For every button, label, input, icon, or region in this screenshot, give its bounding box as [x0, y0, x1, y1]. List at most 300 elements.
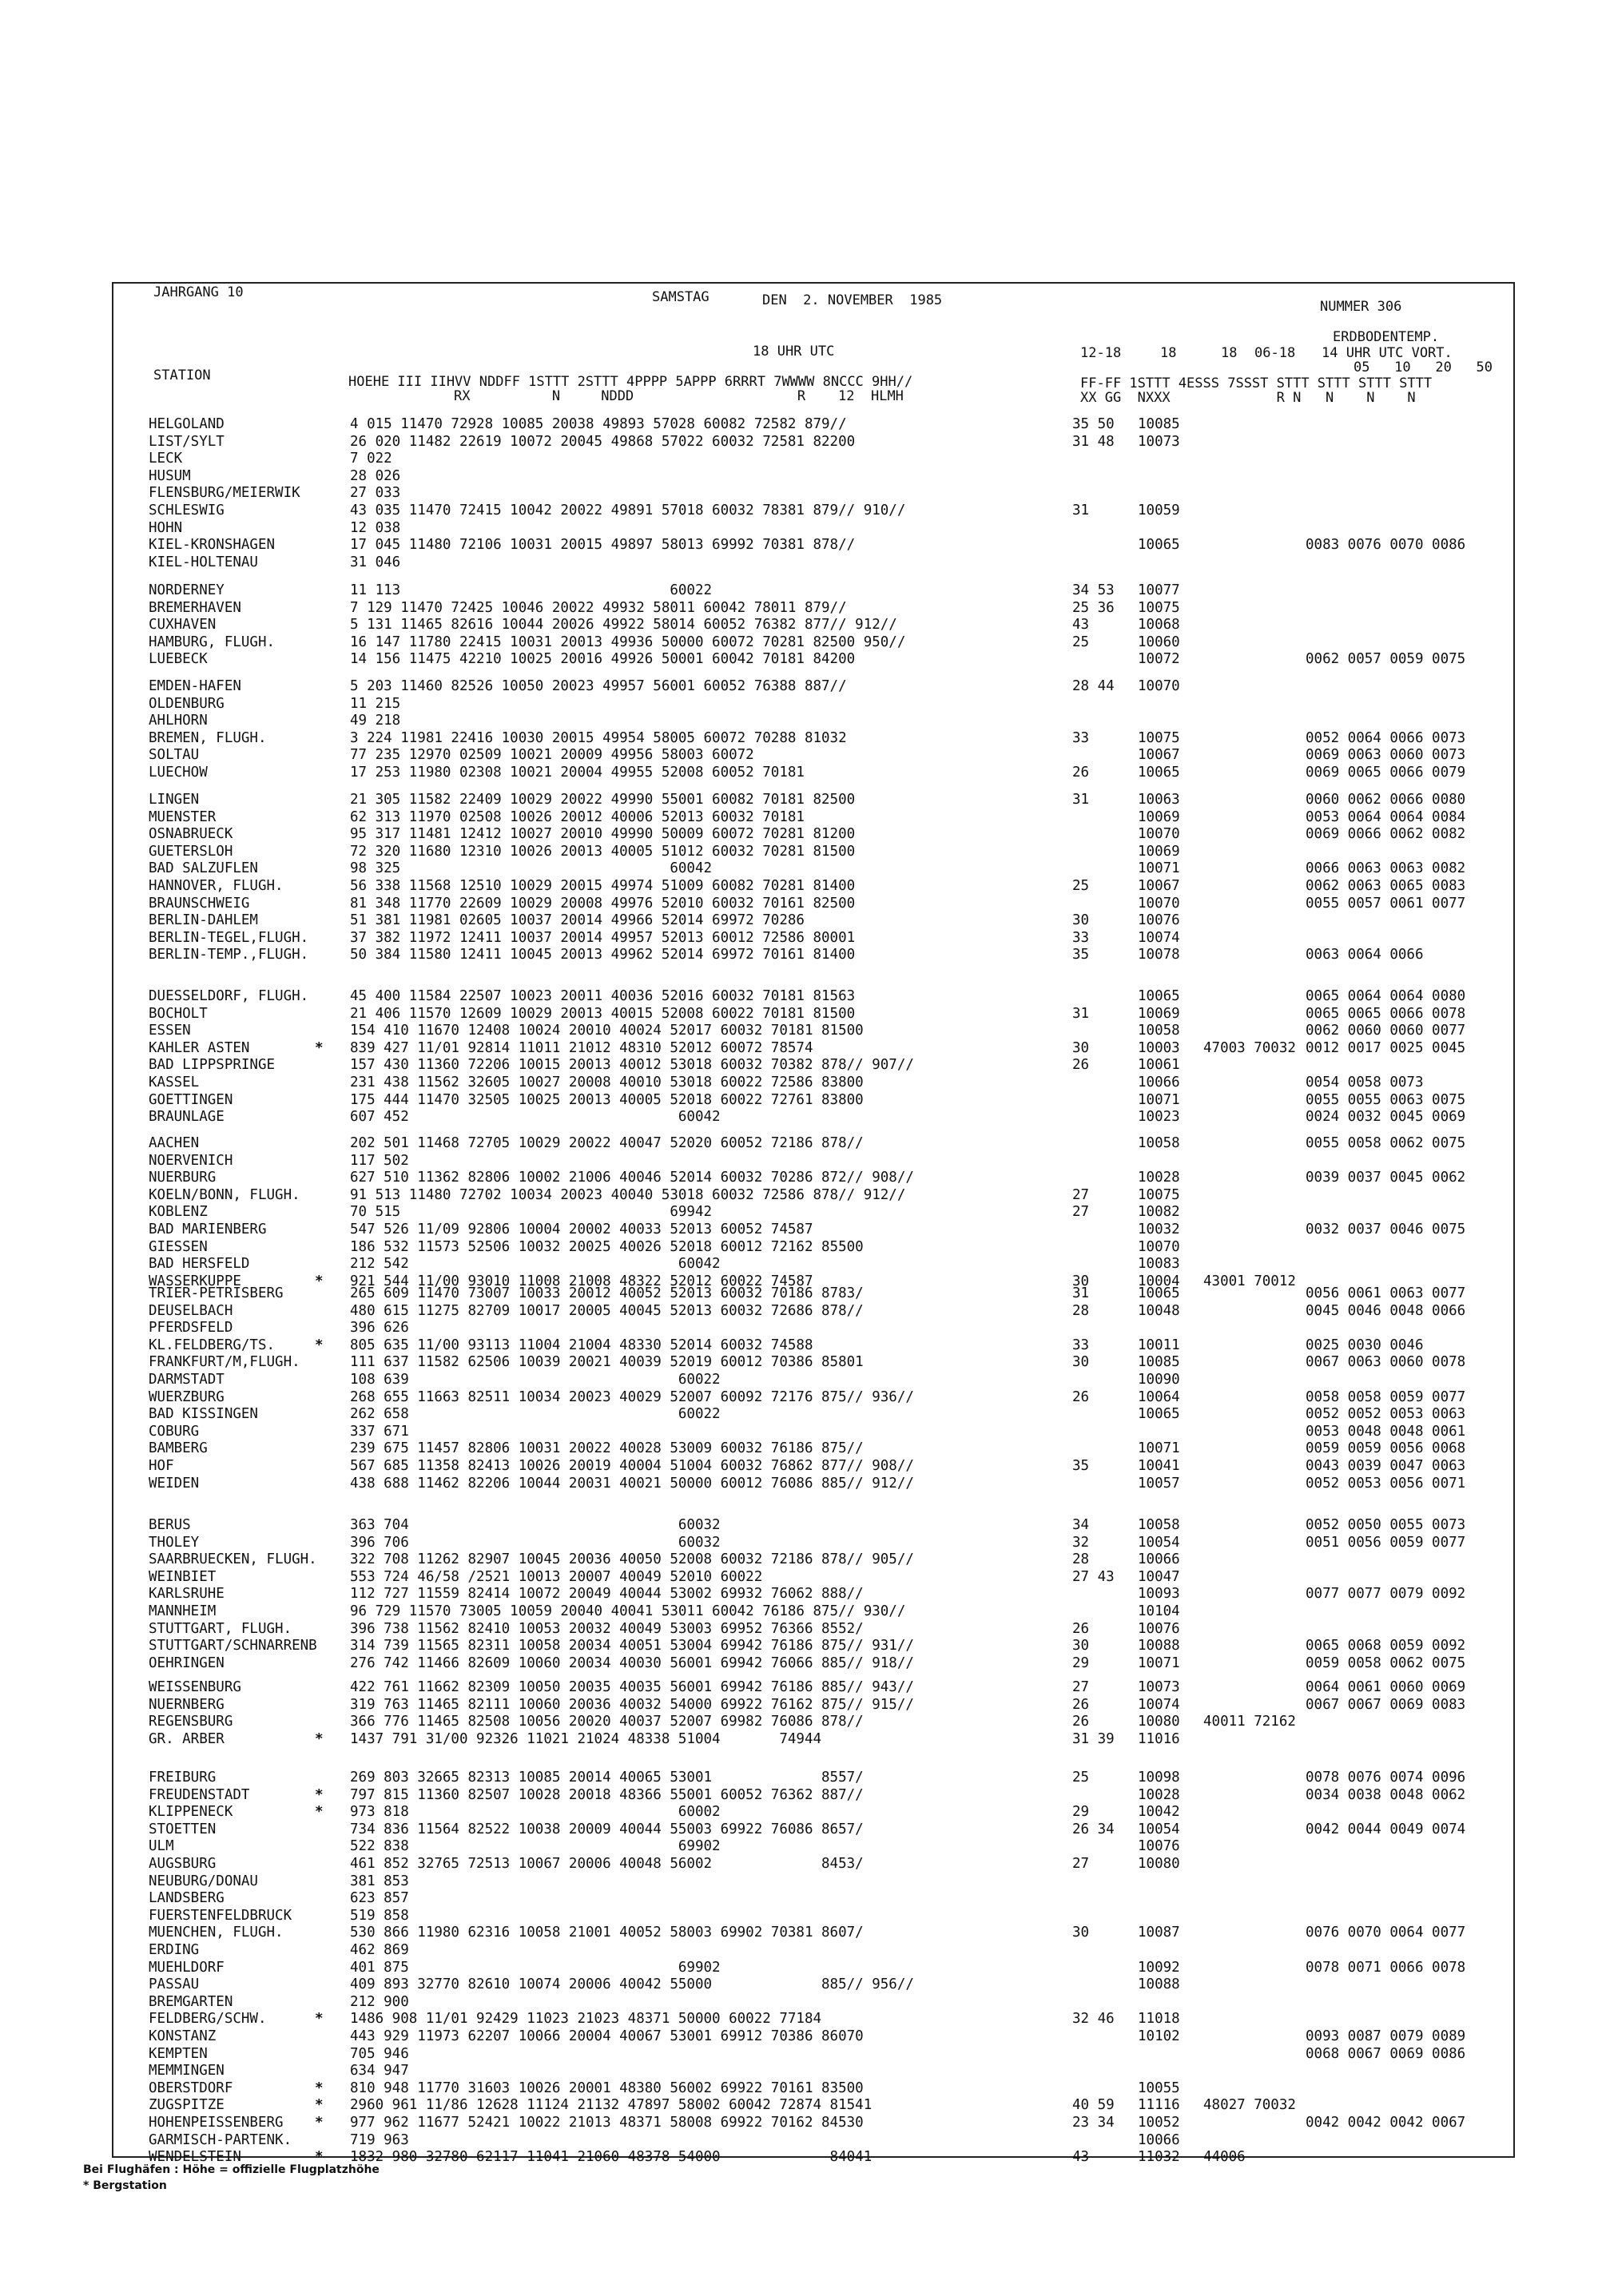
extra-codes: 43001 70012: [1203, 1273, 1296, 1289]
soil-temps: 0032 0037 0046 0075: [1306, 1221, 1466, 1237]
station-row: [113, 713, 1512, 729]
temp-extreme: 10088: [1138, 1976, 1180, 1993]
temp-extreme: 10077: [1138, 582, 1180, 598]
soil-temps: 0076 0070 0064 0077: [1306, 1925, 1466, 1941]
temp-extreme: 10070: [1138, 678, 1180, 694]
temp-extreme: 10074: [1138, 929, 1180, 946]
station-name: BERUS: [149, 1517, 191, 1533]
temp-extreme: 10065: [1138, 765, 1180, 781]
wind-gust: 35 50: [1072, 416, 1115, 432]
station-name: OBERSTDORF: [149, 2080, 233, 2096]
col-18a: 18: [1160, 345, 1177, 361]
synop-code: 17 045 11480 72106 10031 20015 49897 58013 69992 70381 878//: [350, 537, 856, 554]
synop-code: 262 658 60022: [350, 1406, 721, 1423]
station-row: [113, 1406, 1512, 1423]
synop-code: 719 963: [350, 2131, 409, 2148]
temp-extreme: 10042: [1138, 1804, 1180, 1821]
synop-code: 705 946: [350, 2045, 409, 2062]
wind-gust: 31: [1072, 1285, 1090, 1301]
wind-gust: 29: [1072, 1654, 1090, 1671]
station-row: [113, 1075, 1512, 1091]
wind-gust: 27: [1072, 1679, 1090, 1695]
station-row: [113, 826, 1512, 843]
temp-extreme: 10071: [1138, 1440, 1180, 1457]
synop-code: 11 215: [350, 695, 401, 712]
station-name: OSNABRUECK: [149, 826, 233, 843]
station-row: [113, 468, 1512, 485]
synop-code: 1832 980 32780 62117 11041 21060 48378 54000 84041: [350, 2149, 873, 2166]
station-name: MUENSTER: [149, 808, 217, 825]
station-row: [113, 696, 1512, 713]
station-row: [113, 1517, 1512, 1534]
synop-code: 396 738 11562 82410 10053 20032 40049 53003 69952 76366 8552/: [350, 1620, 864, 1637]
wind-gust: 27: [1072, 1856, 1090, 1872]
station-row: [113, 1256, 1512, 1273]
issue-number: NUMMER 306: [1320, 299, 1402, 315]
soil-temps: 0078 0071 0066 0078: [1306, 1959, 1466, 1976]
station-name: FREUDENSTADT: [149, 1786, 250, 1803]
synop-code: 72 320 11680 12310 10026 20013 40005 51012 60032 70281 81500: [350, 843, 856, 860]
synop-code: 11 113 60022: [350, 582, 713, 598]
station-name: BERLIN-TEMP.,FLUGH.: [149, 947, 309, 963]
temp-extreme: 10069: [1138, 808, 1180, 825]
station-row: [113, 1638, 1512, 1654]
station-name: HOHN: [149, 519, 183, 536]
station-row: [113, 1006, 1512, 1023]
wind-gust: 31: [1072, 1005, 1090, 1022]
temp-extreme: 10083: [1138, 1256, 1180, 1273]
station-row: [113, 2132, 1512, 2149]
station-row: [113, 730, 1512, 747]
station-name: TRIER-PETRISBERG: [149, 1285, 284, 1301]
synop-code: 462 869: [350, 1942, 409, 1958]
station-row: [113, 1856, 1512, 1873]
station-row: [113, 1458, 1512, 1475]
temp-extreme: 10063: [1138, 792, 1180, 808]
synop-code: 839 427 11/01 92814 11011 21012 48310 52012 60072 78574: [350, 1039, 813, 1056]
station-name: KLIPPENECK: [149, 1804, 233, 1821]
synop-code: 186 532 11573 52506 10032 20025 40026 52018 60012 72162 85500: [350, 1238, 864, 1255]
station-name: THOLEY: [149, 1534, 200, 1551]
station-name: HOHENPEISSENBERG: [149, 2115, 284, 2131]
soil-temps: 0065 0065 0066 0078: [1306, 1005, 1466, 1022]
synop-code: 3 224 11981 22416 10030 20015 49954 58005 60072 70288 81032: [350, 729, 847, 746]
station-name: HOF: [149, 1458, 174, 1474]
synop-code: 27 033: [350, 485, 401, 502]
station-row: [113, 747, 1512, 764]
temp-extreme: 10076: [1138, 1620, 1180, 1637]
synop-code: 422 761 11662 82309 10050 20035 40035 56001 69942 76186 885// 943//: [350, 1679, 914, 1695]
station-row: [113, 600, 1512, 617]
station-name: WEIDEN: [149, 1475, 200, 1492]
date-label: DEN 2. NOVEMBER 1985: [762, 292, 943, 308]
synop-code: 977 962 11677 52421 10022 21013 48371 58008 69922 70162 84530: [350, 2115, 864, 2131]
synop-code: 49 218: [350, 713, 401, 729]
temp-extreme: 10048: [1138, 1302, 1180, 1319]
temp-extreme: 10090: [1138, 1372, 1180, 1388]
temp-extreme: 10047: [1138, 1568, 1180, 1585]
synop-code: 1486 908 11/01 92429 11023 21023 48371 50000 60022 77184: [350, 2011, 822, 2028]
station-name: REGENSBURG: [149, 1714, 233, 1730]
station-row: [113, 1372, 1512, 1388]
temp-extreme: 10028: [1138, 1786, 1180, 1803]
station-row: [113, 1204, 1512, 1221]
synop-code: 921 544 11/00 93010 11008 21008 48322 52012 60022 74587: [350, 1273, 813, 1289]
synop-code: 623 857: [350, 1890, 409, 1907]
temp-extreme: 10041: [1138, 1458, 1180, 1474]
station-name: MUENCHEN, FLUGH.: [149, 1925, 284, 1941]
synop-code: 276 742 11466 82609 10060 20034 40030 56001 69942 76066 885// 918//: [350, 1654, 914, 1671]
mountain-marker: *: [315, 1337, 324, 1353]
station-name: FUERSTENFELDBRUCK: [149, 1907, 292, 1924]
synop-code: 567 685 11358 82413 10026 20019 40004 51004 60032 76862 877// 908//: [350, 1458, 914, 1474]
station-name: BREMEN, FLUGH.: [149, 729, 267, 746]
soil-temps: 0083 0076 0070 0086: [1306, 537, 1466, 554]
extra-codes: 48027 70032: [1203, 2097, 1296, 2114]
temp-extreme: 10032: [1138, 1221, 1180, 1237]
wind-gust: 30: [1072, 912, 1090, 929]
soil-temps: 0062 0057 0059 0075: [1306, 651, 1466, 668]
station-name: HELGOLAND: [149, 416, 225, 432]
station-name: MUEHLDORF: [149, 1959, 225, 1976]
station-row: [113, 1804, 1512, 1821]
station-header: STATION: [153, 367, 211, 383]
soil-temps: 0065 0068 0059 0092: [1306, 1638, 1466, 1654]
wind-gust: 27 43: [1072, 1568, 1115, 1585]
code-header-2: RX N NDDD R 12 HLMH: [454, 388, 904, 404]
synop-code: 1437 791 31/00 92326 11021 21024 48338 51004 74944: [350, 1730, 822, 1747]
soil-temps: 0059 0058 0062 0075: [1306, 1654, 1466, 1671]
synop-code: 231 438 11562 32605 10027 20008 40010 53018 60022 72586 83800: [350, 1075, 864, 1090]
station-row: [113, 860, 1512, 877]
station-name: DARMSTADT: [149, 1372, 225, 1388]
soil-temps: 0052 0064 0066 0073: [1306, 729, 1466, 746]
temp-extreme: 10070: [1138, 1238, 1180, 1255]
soil-temps: 0012 0017 0025 0045: [1306, 1039, 1466, 1056]
wind-gust: 29: [1072, 1804, 1090, 1821]
soil-temps: 0065 0064 0064 0080: [1306, 988, 1466, 1004]
station-name: ULM: [149, 1838, 174, 1855]
soil-temps: 0054 0058 0073: [1306, 1075, 1424, 1090]
station-row: [113, 537, 1512, 554]
wind-gust: 34 53: [1072, 582, 1115, 598]
station-row: [113, 1354, 1512, 1371]
synop-code: 381 853: [350, 1873, 409, 1889]
wind-gust: 43: [1072, 617, 1090, 634]
station-row: [113, 1621, 1512, 1638]
soil-temps: 0053 0048 0048 0061: [1306, 1423, 1466, 1440]
temp-extreme: 11032: [1138, 2149, 1180, 2166]
temp-extreme: 10065: [1138, 1285, 1180, 1301]
temp-extreme: 10068: [1138, 617, 1180, 634]
temp-extreme: 10055: [1138, 2080, 1180, 2096]
synop-code: 607 452 60042: [350, 1109, 721, 1126]
mountain-marker: *: [315, 1730, 324, 1747]
synop-code: 265 609 11470 73007 10033 20012 40052 52013 60032 70186 8783/: [350, 1285, 864, 1301]
mountain-marker: *: [315, 2115, 324, 2131]
station-name: OEHRINGEN: [149, 1654, 225, 1671]
wind-gust: 33: [1072, 1337, 1090, 1353]
station-row: [113, 1679, 1512, 1696]
synop-code: 96 729 11570 73005 10059 20040 40041 53011 60042 76186 875// 930//: [350, 1603, 906, 1619]
station-name: KARLSRUHE: [149, 1586, 225, 1603]
synop-code: 81 348 11770 22609 10029 20008 49976 52010 60032 70161 82500: [350, 895, 856, 912]
wind-gust: 25: [1072, 1770, 1090, 1786]
soil-temps: 0052 0050 0055 0073: [1306, 1517, 1466, 1533]
station-row: [113, 617, 1512, 634]
synop-code: 212 542 60042: [350, 1256, 721, 1273]
temp-extreme: 10058: [1138, 1023, 1180, 1039]
station-name: SOLTAU: [149, 747, 200, 764]
soil-temps: 0069 0066 0062 0082: [1306, 826, 1466, 843]
station-name: CUXHAVEN: [149, 617, 217, 634]
station-name: KIEL-KRONSHAGEN: [149, 537, 276, 554]
temp-extreme: 10071: [1138, 1091, 1180, 1108]
wind-gust: 30: [1072, 1039, 1090, 1056]
station-name: EMDEN-HAFEN: [149, 678, 241, 694]
synop-code: 805 635 11/00 93113 11004 21004 48330 52014 60032 74588: [350, 1337, 813, 1353]
station-name: GOETTINGEN: [149, 1091, 233, 1108]
station-row: [113, 502, 1512, 519]
station-name: BAD SALZUFLEN: [149, 860, 258, 877]
station-row: [113, 1603, 1512, 1620]
synop-code: 12 038: [350, 519, 401, 536]
temp-extreme: 11016: [1138, 1730, 1180, 1747]
synop-code: 154 410 11670 12408 10024 20010 40024 52017 60032 70181 81500: [350, 1023, 864, 1039]
temp-extreme: 11018: [1138, 2011, 1180, 2028]
station-row: [113, 1569, 1512, 1586]
station-row: [113, 988, 1512, 1005]
station-row: [113, 1697, 1512, 1714]
temp-extreme: 10065: [1138, 1406, 1180, 1423]
temp-extreme: 10072: [1138, 651, 1180, 668]
station-row: [113, 1586, 1512, 1603]
station-name: KOELN/BONN, FLUGH.: [149, 1186, 300, 1203]
wind-gust: 43: [1072, 2149, 1090, 2166]
station-name: KOBLENZ: [149, 1204, 208, 1221]
mountain-marker: *: [315, 1273, 324, 1289]
soil-temps: 0055 0058 0062 0075: [1306, 1135, 1466, 1151]
temp-extreme: 10070: [1138, 895, 1180, 912]
station-name: WEISSENBURG: [149, 1679, 241, 1695]
station-row: [113, 1389, 1512, 1406]
synop-code: 522 838 69902: [350, 1838, 721, 1855]
station-row: [113, 485, 1512, 502]
station-row: [113, 554, 1512, 571]
soil-temps: 0058 0058 0059 0077: [1306, 1388, 1466, 1405]
soil-temps: 0064 0061 0060 0069: [1306, 1679, 1466, 1695]
soil-temps: 0069 0063 0060 0073: [1306, 747, 1466, 764]
col-12-18: 12-18: [1080, 345, 1122, 361]
station-row: [113, 1040, 1512, 1057]
station-name: NUERBURG: [149, 1170, 217, 1186]
station-name: BAD HERSFELD: [149, 1256, 250, 1273]
station-row: [113, 1960, 1512, 1976]
temp-extreme: 10067: [1138, 878, 1180, 894]
temp-extreme: 10057: [1138, 1475, 1180, 1492]
temp-extreme: 10082: [1138, 1204, 1180, 1221]
right-header-1: FF-FF 1STTT 4ESSS 7SSST STTT STTT STTT STTT: [1080, 375, 1433, 391]
wind-gust: 26: [1072, 1696, 1090, 1713]
station-name: WENDELSTEIN: [149, 2149, 241, 2166]
soil-temps: 0093 0087 0079 0089: [1306, 2028, 1466, 2044]
station-row: [113, 912, 1512, 929]
mountain-marker: *: [315, 2011, 324, 2028]
station-name: BREMERHAVEN: [149, 599, 241, 616]
wind-gust: 30: [1072, 1354, 1090, 1371]
wind-gust: 31 39: [1072, 1730, 1115, 1747]
station-name: KL.FELDBERG/TS.: [149, 1337, 276, 1353]
wind-gust: 32 46: [1072, 2011, 1115, 2028]
synop-code: 734 836 11564 82522 10038 20009 40044 55003 69922 76086 8657/: [350, 1821, 864, 1837]
temp-extreme: 10028: [1138, 1170, 1180, 1186]
weekday-label: SAMSTAG: [652, 289, 710, 305]
station-row: [113, 809, 1512, 826]
wind-gust: 28: [1072, 1551, 1090, 1568]
wind-gust: 26: [1072, 765, 1090, 781]
station-row: [113, 1153, 1512, 1170]
station-row: [113, 1908, 1512, 1925]
station-name: LANDSBERG: [149, 1890, 225, 1907]
station-row: [113, 1787, 1512, 1804]
synop-code: 56 338 11568 12510 10029 20015 49974 51009 60082 70281 81400: [350, 878, 856, 894]
station-row: [113, 678, 1512, 695]
synop-code: 28 026: [350, 467, 401, 484]
station-row: [113, 1976, 1512, 1993]
station-name: WASSERKUPPE: [149, 1273, 241, 1289]
station-row: [113, 1092, 1512, 1109]
station-row: [113, 1551, 1512, 1568]
synop-code: 810 948 11770 31603 10026 20001 48380 56002 69922 70161 83500: [350, 2080, 864, 2096]
station-name: AHLHORN: [149, 713, 208, 729]
soil-temps: 0062 0063 0065 0083: [1306, 878, 1466, 894]
extra-codes: 40011 72162: [1203, 1714, 1296, 1730]
station-row: [113, 2011, 1512, 2028]
station-row: [113, 1942, 1512, 1959]
synop-code: 50 384 11580 12411 10045 20013 49962 52014 69972 70161 81400: [350, 947, 856, 963]
temp-extreme: 10076: [1138, 912, 1180, 929]
soil-temps: 0078 0076 0074 0096: [1306, 1770, 1466, 1786]
station-row: [113, 1821, 1512, 1838]
synop-code: 443 929 11973 62207 10066 20004 40067 53001 69912 70386 86070: [350, 2028, 864, 2044]
wind-gust: 25: [1072, 878, 1090, 894]
soil-temps: 0053 0064 0064 0084: [1306, 808, 1466, 825]
temp-extreme: 10085: [1138, 416, 1180, 432]
wind-gust: 28: [1072, 1302, 1090, 1319]
station-name: LECK: [149, 451, 183, 467]
mountain-marker: *: [315, 1786, 324, 1803]
wind-gust: 23 34: [1072, 2115, 1115, 2131]
temp-extreme: 10003: [1138, 1039, 1180, 1056]
station-name: STOETTEN: [149, 1821, 217, 1837]
soil-temps: 0056 0061 0063 0077: [1306, 1285, 1466, 1301]
station-row: [113, 1714, 1512, 1730]
station-row: [113, 930, 1512, 947]
wind-gust: 26: [1072, 1714, 1090, 1730]
temp-extreme: 10092: [1138, 1959, 1180, 1976]
soil-temps: 0055 0057 0061 0077: [1306, 895, 1466, 912]
station-name: KAHLER ASTEN: [149, 1039, 250, 1056]
temp-extreme: 10061: [1138, 1057, 1180, 1074]
synop-code: 43 035 11470 72415 10042 20022 49891 57018 60032 78381 879// 910//: [350, 502, 906, 518]
station-row: [113, 1303, 1512, 1320]
temp-extreme: 10073: [1138, 1679, 1180, 1695]
station-name: MANNHEIM: [149, 1603, 217, 1619]
right-header-2: XX GG NXXX R N N N N: [1080, 390, 1416, 406]
synop-code: 239 675 11457 82806 10031 20022 40028 53009 60032 76186 875//: [350, 1440, 864, 1457]
temp-extreme: 10085: [1138, 1354, 1180, 1371]
synop-code: 77 235 12970 02509 10021 20009 49956 58003 60072: [350, 747, 754, 764]
soil-temps: 0042 0044 0049 0074: [1306, 1821, 1466, 1837]
station-name: FRANKFURT/M,FLUGH.: [149, 1354, 300, 1371]
soil-temps: 0024 0032 0045 0069: [1306, 1109, 1466, 1126]
temp-extreme: 10023: [1138, 1109, 1180, 1126]
wind-gust: 31: [1072, 502, 1090, 518]
wind-gust: 30: [1072, 1273, 1090, 1289]
code-header-1: HOEHE III IIHVV NDDFF 1STTT 2STTT 4PPPP 5APPP 6RRRT 7WWWW 8NCCC 9HH//: [348, 374, 913, 390]
station-row: [113, 947, 1512, 963]
station-row: [113, 1320, 1512, 1337]
synop-code: 26 020 11482 22619 10072 20045 49868 57022 60032 72581 82200: [350, 433, 856, 450]
temp-extreme: 10080: [1138, 1856, 1180, 1872]
station-row: [113, 1135, 1512, 1152]
station-name: WUERZBURG: [149, 1388, 225, 1405]
station-name: AUGSBURG: [149, 1856, 217, 1872]
station-name: GIESSEN: [149, 1238, 208, 1255]
station-row: [113, 878, 1512, 895]
synop-code: 269 803 32665 82313 10085 20014 40065 53001 8557/: [350, 1770, 864, 1786]
temp-extreme: 10087: [1138, 1925, 1180, 1941]
station-row: [113, 1239, 1512, 1256]
temp-extreme: 10075: [1138, 729, 1180, 746]
col-06-18: 06-18: [1254, 345, 1296, 361]
synop-code: 2960 961 11/86 12628 11124 21132 47897 58002 60042 72874 81541: [350, 2097, 873, 2114]
station-name: GR. ARBER: [149, 1730, 225, 1747]
soil-temps: 0066 0063 0063 0082: [1306, 860, 1466, 877]
station-row: [113, 1187, 1512, 1204]
synop-code: 117 502: [350, 1152, 409, 1169]
temp-extreme: 10054: [1138, 1821, 1180, 1837]
station-row: [113, 1994, 1512, 2011]
station-name: KONSTANZ: [149, 2028, 217, 2044]
wind-gust: 40 59: [1072, 2097, 1115, 2114]
soil-temps: 0059 0059 0056 0068: [1306, 1440, 1466, 1457]
synop-code: 21 406 11570 12609 10029 20013 40015 52008 60022 70181 81500: [350, 1005, 856, 1022]
soil-temps: 0077 0077 0079 0092: [1306, 1586, 1466, 1603]
temp-extreme: 10073: [1138, 433, 1180, 450]
temp-extreme: 10059: [1138, 502, 1180, 518]
synop-code: 7 129 11470 72425 10046 20022 49932 58011 60042 78011 879//: [350, 599, 847, 616]
soil-temps: 0062 0060 0060 0077: [1306, 1023, 1466, 1039]
temp-extreme: 10052: [1138, 2115, 1180, 2131]
station-row: [113, 1770, 1512, 1786]
station-name: KASSEL: [149, 1075, 200, 1090]
synop-code: 31 046: [350, 554, 401, 570]
mountain-marker: *: [315, 2080, 324, 2096]
temp-extreme: 10065: [1138, 988, 1180, 1004]
station-name: ERDING: [149, 1942, 200, 1958]
temp-extreme: 10066: [1138, 2131, 1180, 2148]
station-name: NEUBURG/DONAU: [149, 1873, 258, 1889]
temp-extreme: 10067: [1138, 747, 1180, 764]
obs-time-heading: 18 UHR UTC: [753, 344, 835, 359]
wind-gust: 30: [1072, 1638, 1090, 1654]
synop-code: 366 776 11465 82508 10056 20020 40037 52007 69982 76086 878//: [350, 1714, 864, 1730]
soil-temps: 0051 0056 0059 0077: [1306, 1534, 1466, 1551]
station-name: DUESSELDORF, FLUGH.: [149, 988, 309, 1004]
temp-extreme: 10075: [1138, 599, 1180, 616]
station-name: BAD MARIENBERG: [149, 1221, 267, 1237]
